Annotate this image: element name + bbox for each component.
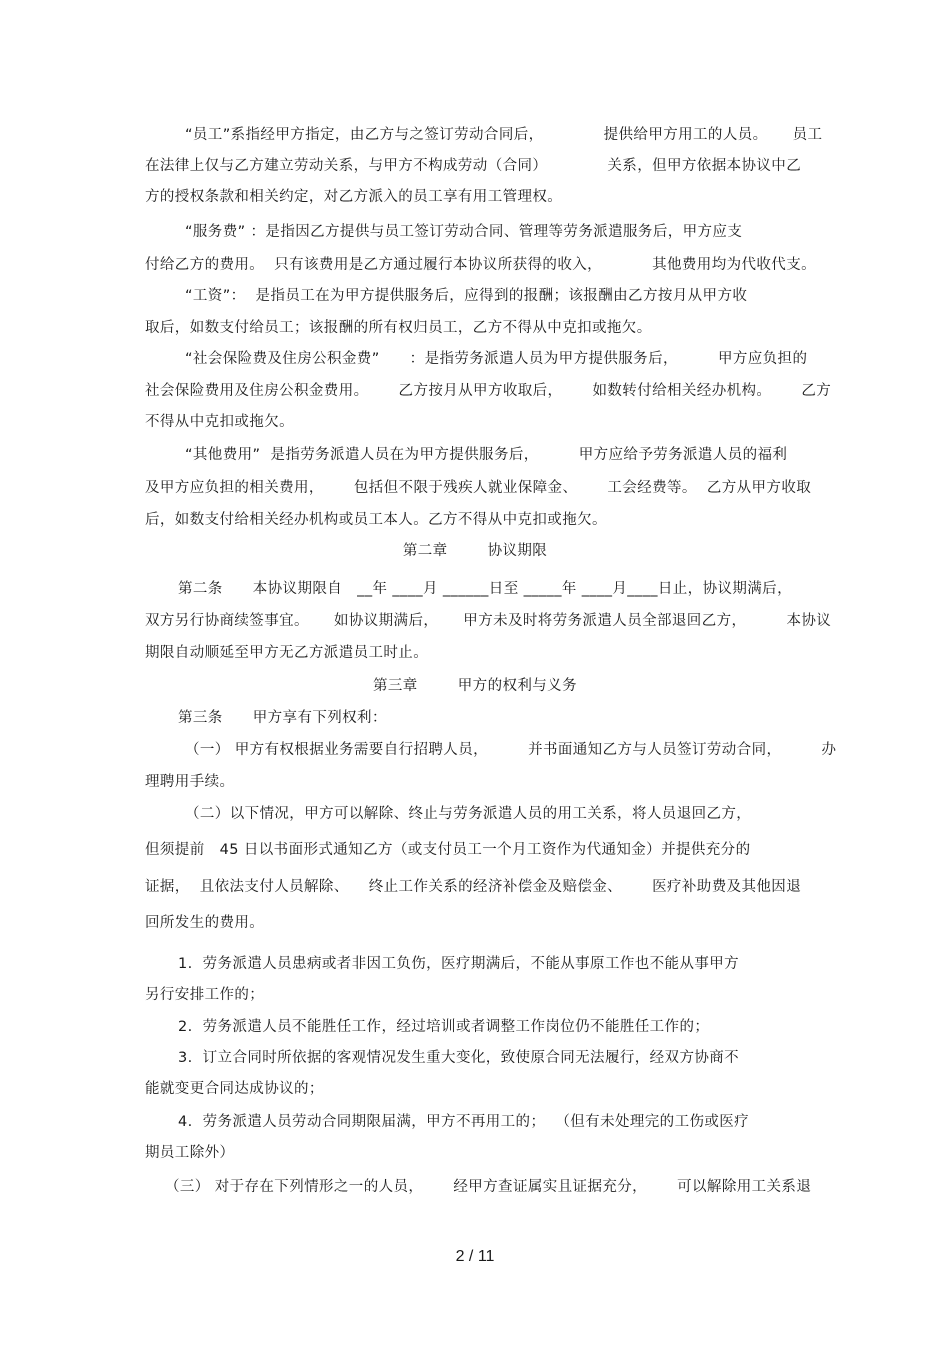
item-4-line-1: 4. 劳务派遣人员劳动合同期限届满，甲方不再用工的； （但有未处理完的工伤或医疗 [178, 1114, 750, 1130]
definition-service-fee-line-1: “服务费” ：是指因乙方提供与员工签订劳动合同、管理等劳务派遣服务后，甲方应支 [185, 224, 743, 240]
item-4-line-2: 期员工除外） [145, 1145, 235, 1161]
clause-2-line-1: （二）以下情况，甲方可以解除、终止与劳务派遣人员的用工关系，将人员退回乙方， [185, 806, 752, 822]
definition-wage-line-2: 取后，如数支付给员工；该报酬的所有权归员工，乙方不得从中克扣或拖欠。 [145, 320, 652, 336]
definition-social-insurance-line-3: 不得从中克扣或拖欠。 [145, 414, 294, 430]
item-1-line-2: 另行安排工作的； [145, 987, 265, 1003]
definition-employee-line-2: 在法律上仅与乙方建立劳动关系，与甲方不构成劳动（合同） 关系，但甲方依据本协议中乙 [145, 158, 802, 174]
definition-service-fee-line-2: 付给乙方的费用。 只有该费用是乙方通过履行本协议所获得的收入， 其他费用均为代收代支。 [145, 257, 817, 273]
article-3-heading: 第三条 甲方享有下列权利： [178, 710, 387, 726]
page-number: 2 / 11 [455, 1248, 495, 1265]
definition-social-insurance-line-2: 社会保险费用及住房公积金费用。 乙方按月从甲方收取后， 如数转付给相关经办机构。 乙方 [145, 383, 832, 399]
clause-2-line-3: 证据， 且依法支付人员解除、 终止工作关系的经济补偿金及赔偿金、 医疗补助费及其他因退 [145, 879, 802, 895]
definition-employee-line-3: 方的授权条款和相关约定，对乙方派入的员工享有用工管理权。 [145, 189, 563, 205]
item-3-line-2: 能就变更合同达成协议的； [145, 1081, 324, 1097]
definition-other-fees-line-1: “其他费用” 是指劳务派遣人员在为甲方提供服务后， 甲方应给予劳务派遣人员的福利 [185, 447, 788, 463]
definition-other-fees-line-3: 后，如数支付给相关经办机构或员工本人。乙方不得从中克扣或拖欠。 [145, 512, 607, 528]
item-2-line-1: 2. 劳务派遣人员不能胜任工作，经过培训或者调整工作岗位仍不能胜任工作的； [178, 1019, 710, 1035]
article-2-line-1: 第二条 本协议期限自 __年 ____月 ______日至 _____年 ____月____日止，协议期满后， [178, 581, 792, 597]
item-3-line-1: 3. 订立合同时所依据的客观情况发生重大变化，致使原合同无法履行，经双方协商不 [178, 1050, 740, 1066]
definition-wage-line-1: “工资”： 是指员工在为甲方提供服务后，应得到的报酬；该报酬由乙方按月从甲方收 [185, 288, 748, 304]
chapter-3-heading: 第三章 甲方的权利与义务 [373, 678, 577, 694]
clause-1-line-1: （一） 甲方有权根据业务需要自行招聘人员， 并书面通知乙方与人员签订劳动合同， 办 [185, 742, 837, 758]
chapter-2-heading: 第二章 协议期限 [402, 543, 548, 559]
clause-3-line-1: （三） 对于存在下列情形之一的人员， 经甲方查证属实且证据充分， 可以解除用工关系退 [165, 1179, 812, 1195]
clause-2-line-4: 回所发生的费用。 [145, 915, 265, 931]
definition-other-fees-line-2: 及甲方应负担的相关费用， 包括但不限于残疾人就业保障金、 工会经费等。 乙方从甲方收取 [145, 480, 812, 496]
item-1-line-1: 1. 劳务派遣人员患病或者非因工负伤，医疗期满后，不能从事原工作也不能从事甲方 [178, 956, 740, 972]
definition-social-insurance-line-1: “社会保险费及住房公积金费” ：是指劳务派遣人员为甲方提供服务后， 甲方应负担的 [185, 351, 808, 367]
article-2-line-3: 期限自动顺延至甲方无乙方派遣员工时止。 [145, 645, 429, 661]
article-2-line-2: 双方另行协商续签事宜。 如协议期满后， 甲方未及时将劳务派遣人员全部退回乙方， 本协议 [145, 613, 832, 629]
clause-2-line-2: 但须提前 45 日以书面形式通知乙方（或支付员工一个月工资作为代通知金）并提供充分的 [145, 842, 751, 858]
clause-1-line-2: 理聘用手续。 [145, 774, 235, 790]
definition-employee-line-1: “员工”系指经甲方指定，由乙方与之签订劳动合同后， 提供给甲方用工的人员。 员工 [185, 127, 823, 143]
